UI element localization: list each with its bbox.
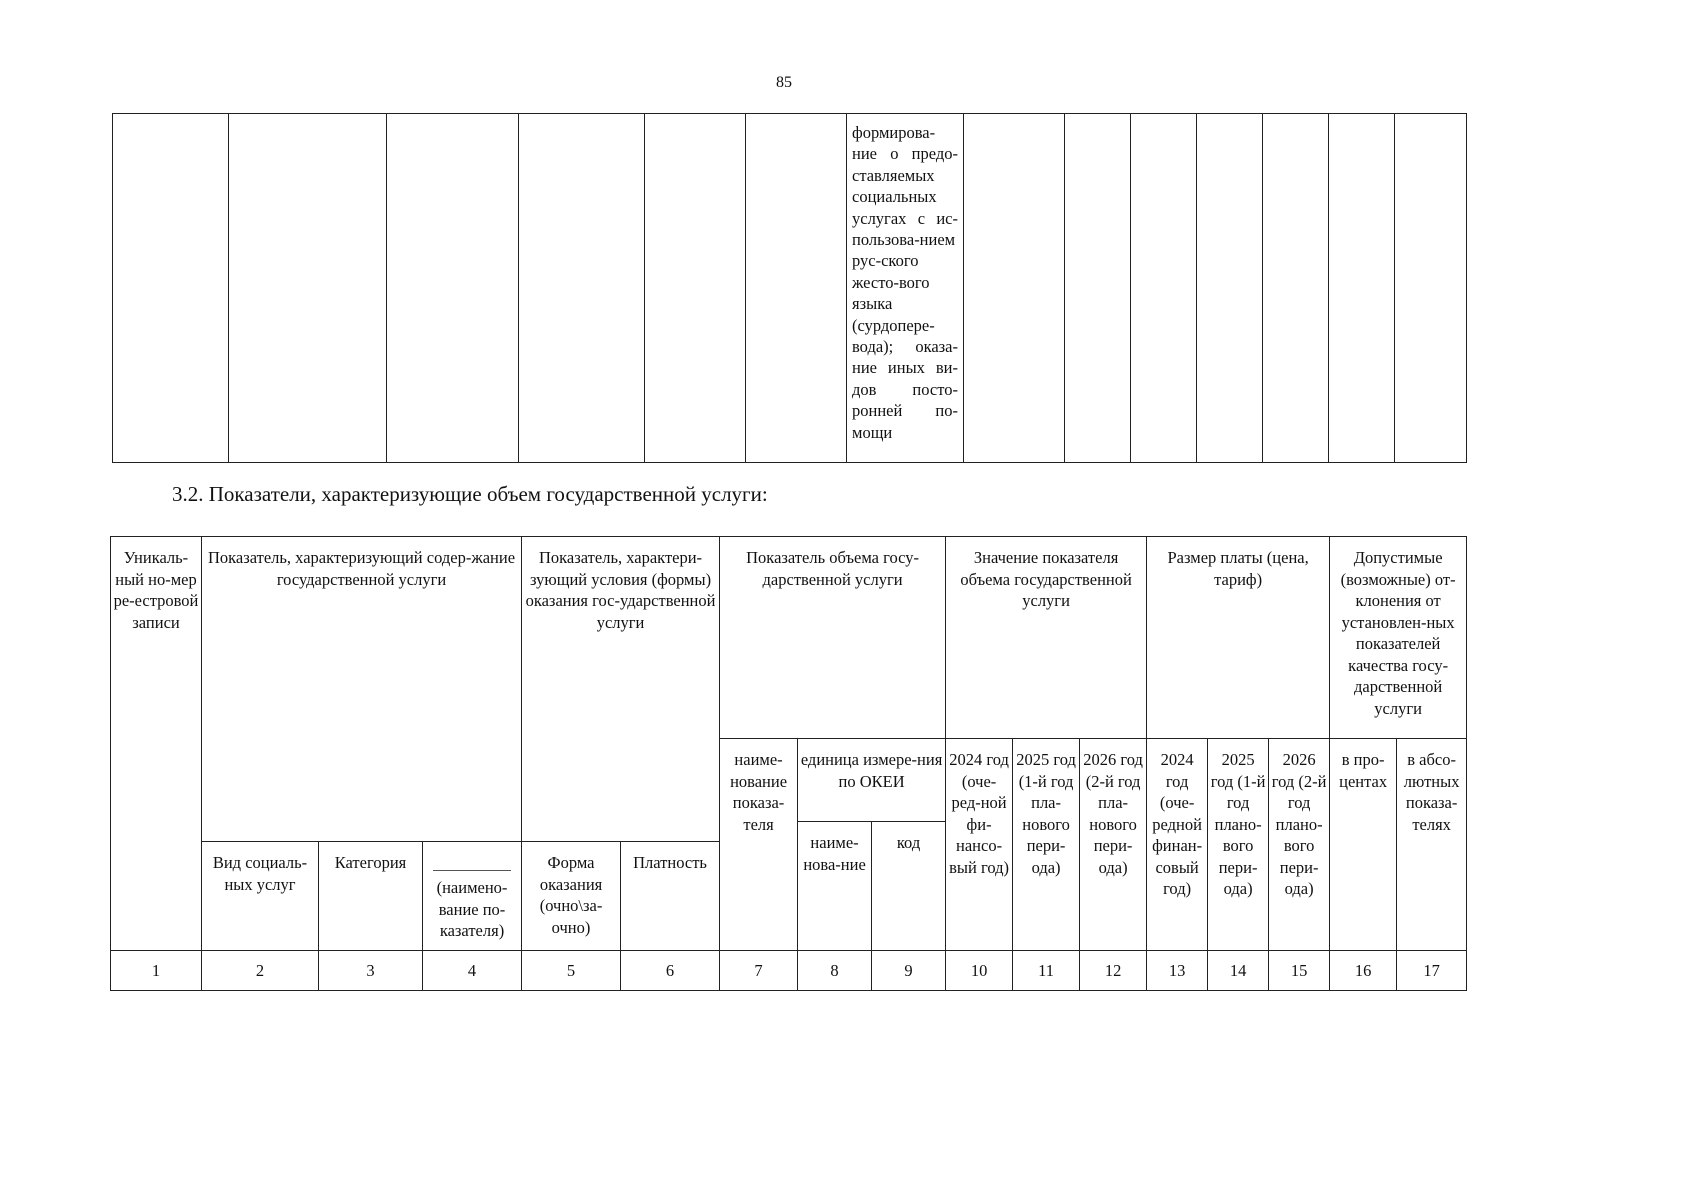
column-number: 4 xyxy=(423,951,522,991)
header-value-2025: 2025 год (1-й год пла-нового пери-ода) xyxy=(1013,739,1080,951)
column-number: 1 xyxy=(111,951,202,991)
header-unit-okei: единица измере-ния по ОКЕИ xyxy=(798,739,946,822)
header-payment: Платность xyxy=(621,842,720,951)
table-cell xyxy=(113,114,229,463)
table-cell xyxy=(1329,114,1395,463)
column-number: 8 xyxy=(798,951,872,991)
header-volume-indicator: Показатель объема госу-дарственной услуги xyxy=(720,537,946,739)
table-cell xyxy=(964,114,1065,463)
header-indicator-name: наиме-нование показа-теля xyxy=(720,739,798,951)
table-cell xyxy=(387,114,519,463)
header-category: Категория xyxy=(319,842,423,951)
header-row-1 xyxy=(111,537,1467,739)
header-fee: Размер платы (цена, тариф) xyxy=(1147,537,1330,739)
header-indicator-name-cell xyxy=(423,842,522,951)
header-value-2026: 2026 год (2-й год пла-нового пери-ода) xyxy=(1080,739,1147,951)
column-number: 2 xyxy=(202,951,319,991)
column-number: 5 xyxy=(522,951,621,991)
column-number: 12 xyxy=(1080,951,1147,991)
continuation-table xyxy=(112,113,1467,463)
header-fee-2024: 2024 год (оче-редной финан-совый год) xyxy=(1147,739,1208,951)
page-number: 85 xyxy=(776,74,792,91)
table-cell xyxy=(1131,114,1197,463)
table-cell xyxy=(519,114,645,463)
column-number: 6 xyxy=(621,951,720,991)
table-cell-service-description: формирова-ние о предо-ставляемых социальных услугах с ис-пользова-нием рус-ского жесто-вого языка (сурдопере-вода); оказа-ние иных ви-дов посто-ронней по-мощи xyxy=(847,114,964,463)
table-cell xyxy=(1395,114,1467,463)
column-number: 15 xyxy=(1269,951,1330,991)
column-number: 17 xyxy=(1397,951,1467,991)
table-row xyxy=(113,114,1467,463)
header-volume-value: Значение показателя объема государственной услуги xyxy=(946,537,1147,739)
header-absolute: в абсо-лютных показа-телях xyxy=(1397,739,1467,951)
header-fee-2025: 2025 год (1-й год плано-вого пери-ода) xyxy=(1208,739,1269,951)
header-service-kind: Вид социаль-ных услуг xyxy=(202,842,319,951)
header-unit-code: код xyxy=(872,822,946,951)
table-cell xyxy=(1263,114,1329,463)
blank-line xyxy=(433,870,511,871)
header-indicator-name-text: (наимено-вание по-казателя) xyxy=(436,878,508,940)
table-cell xyxy=(1197,114,1263,463)
header-content-indicator: Показатель, характеризующий содер-жание государственной услуги xyxy=(202,537,522,842)
header-value-2024: 2024 год (оче-ред-ной фи-нансо-вый год) xyxy=(946,739,1013,951)
header-percent: в про-центах xyxy=(1330,739,1397,951)
table-cell xyxy=(746,114,847,463)
table-cell xyxy=(1065,114,1131,463)
column-number: 11 xyxy=(1013,951,1080,991)
table-cell xyxy=(229,114,387,463)
column-number: 9 xyxy=(872,951,946,991)
column-number: 13 xyxy=(1147,951,1208,991)
column-number: 14 xyxy=(1208,951,1269,991)
header-deviation: Допустимые (возможные) от-клонения от установлен-ных показателей качества госу-дарственной услуги xyxy=(1330,537,1467,739)
column-number: 7 xyxy=(720,951,798,991)
section-heading: 3.2. Показатели, характеризующие объем государственной услуги: xyxy=(172,482,768,506)
header-fee-2026: 2026 год (2-й год плано-вого пери-ода) xyxy=(1269,739,1330,951)
column-number: 3 xyxy=(319,951,423,991)
column-number: 10 xyxy=(946,951,1013,991)
table-cell xyxy=(645,114,746,463)
header-conditions-indicator: Показатель, характери-зующий условия (формы) оказания гос-ударственной услуги xyxy=(522,537,720,842)
volume-indicators-table xyxy=(110,536,1467,991)
header-form: Форма оказания (очно\за-очно) xyxy=(522,842,621,951)
header-unit-name: наиме-нова-ние xyxy=(798,822,872,951)
column-numbers-row xyxy=(111,951,1467,991)
header-unique-number: Уникаль-ный но-мер ре-естровой записи xyxy=(111,537,202,951)
column-number: 16 xyxy=(1330,951,1397,991)
